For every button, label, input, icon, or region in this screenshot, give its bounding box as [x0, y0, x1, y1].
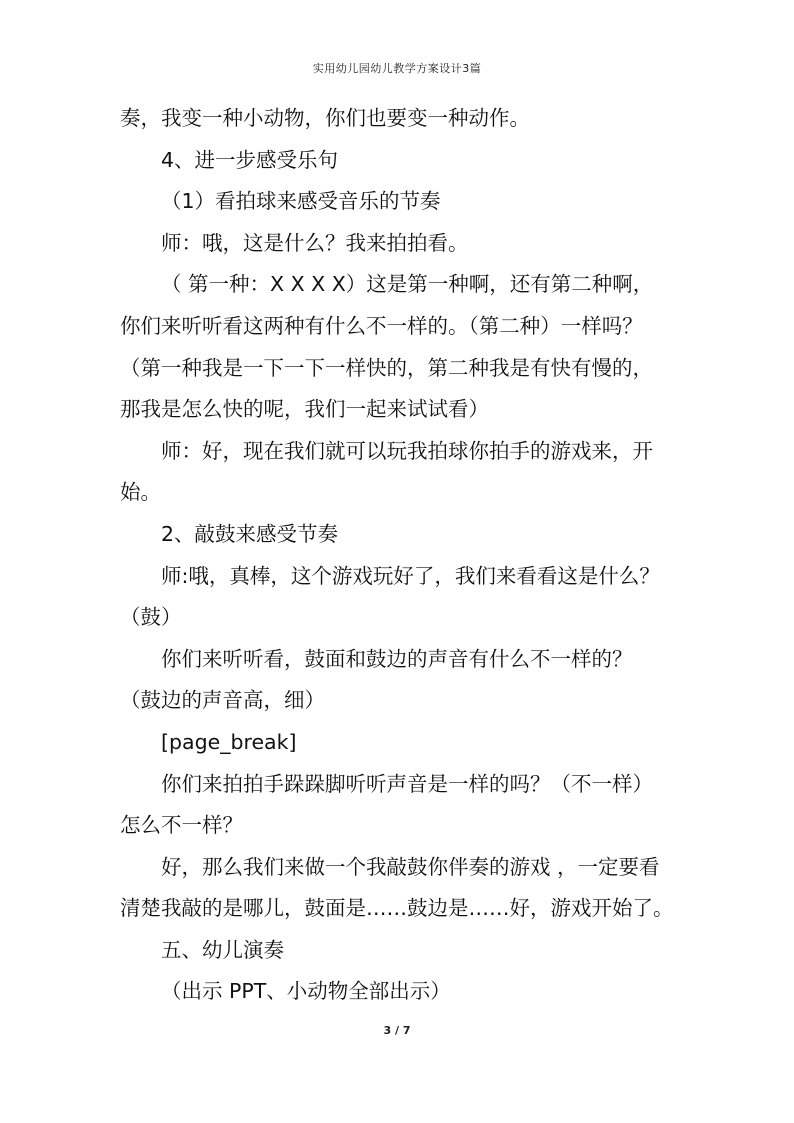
paragraph-line: 怎么不一样？ [120, 813, 243, 838]
paragraph-line: 清楚我敲的是哪儿，鼓面是……鼓边是……好，游戏开始了。 [120, 896, 674, 921]
section-heading: 五、幼儿演奏 [161, 937, 284, 962]
paragraph-line: （第一种我是一下一下一样快的，第二种我是有快有慢的， [120, 355, 653, 380]
paragraph-line: 好，那么我们来做一个我敲鼓你伴奏的游戏 ，一定要看 [161, 854, 660, 879]
subsection-heading: （1）看拍球来感受音乐的节奏 [161, 189, 441, 214]
paragraph-line: 你们来拍拍手跺跺脚听听声音是一样的吗？（不一样） [161, 771, 653, 796]
paragraph-line: （ 第一种：X X X X）这是第一种啊，还有第二种啊， [161, 272, 654, 297]
paragraph-line: 奏，我变一种小动物，你们也要变一种动作。 [120, 106, 530, 130]
paragraph-line: 师:哦，真棒，这个游戏玩好了，我们来看看这是什么？ [161, 563, 660, 588]
document-body [120, 98, 700, 1013]
paragraph-line: 那我是怎么快的呢，我们一起来试试看） [120, 397, 489, 422]
paragraph-line: 你们来听听看，鼓面和鼓边的声音有什么不一样的？ [161, 646, 633, 671]
paragraph-line: （鼓） [120, 605, 182, 630]
section-heading: 2、敲鼓来感受节奏 [161, 521, 339, 546]
page-header: 实用幼儿园幼儿教学方案设计3篇 [312, 62, 482, 75]
page-break-marker: [page_break] [161, 729, 297, 754]
paragraph-line: 你们来听听看这两种有什么不一样的。（第二种）一样吗？ [120, 313, 643, 338]
paragraph-line: 师：好，现在我们就可以玩我拍球你拍手的游戏来，开 [161, 438, 653, 463]
page-number: 3 / 7 [383, 1024, 411, 1037]
paragraph-line: （出示 PPT、小动物全部出示） [161, 979, 451, 1004]
paragraph-line: 师：哦，这是什么？我来拍拍看。 [161, 230, 469, 255]
paragraph-line: （鼓边的声音高，细） [120, 688, 325, 713]
paragraph-line: 始。 [120, 480, 161, 505]
section-heading: 4、进一步感受乐句 [161, 147, 339, 172]
